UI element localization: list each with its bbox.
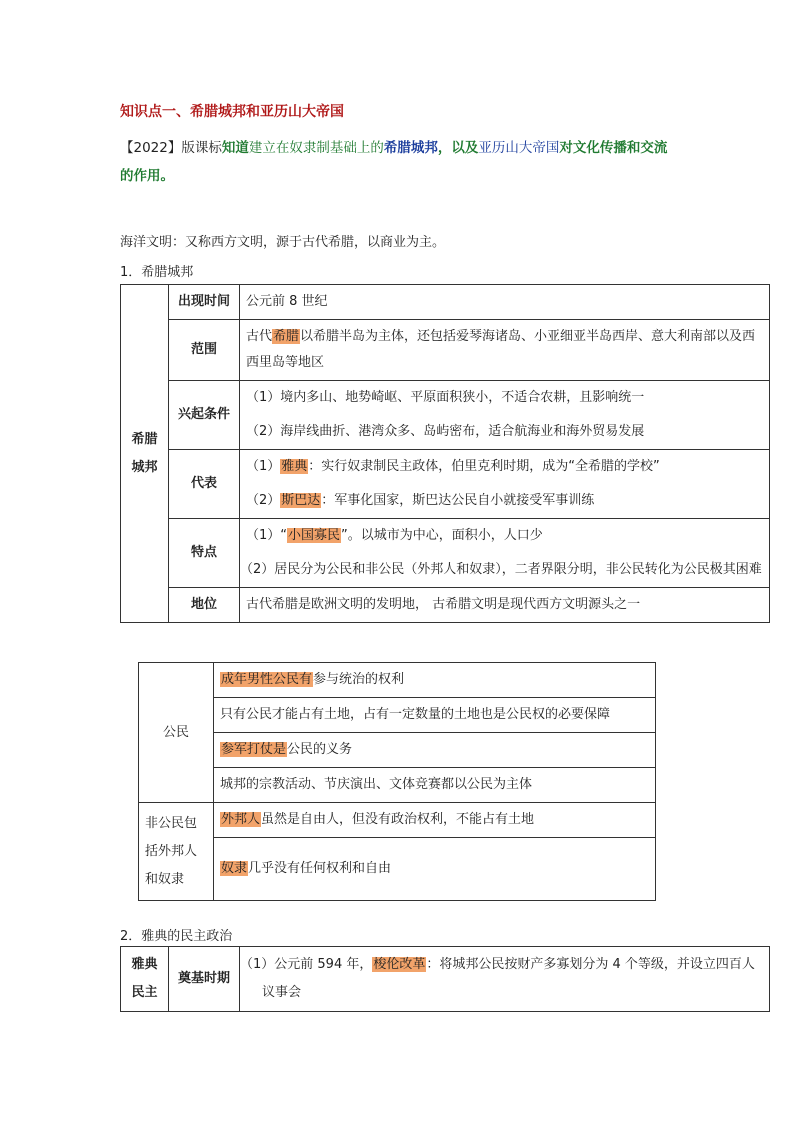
table3-left-label: 雅典民主: [121, 947, 169, 1012]
time-label: 出现时间: [169, 285, 240, 320]
scope-label: 范围: [169, 320, 240, 381]
rise-label: 兴起条件: [169, 381, 240, 450]
highlight: 奴隶: [221, 861, 248, 876]
intro-text: 海洋文明：又称西方文明，源于古代希腊，以商业为主。: [120, 235, 446, 250]
citizen-item-4: 城邦的宗教活动、节庆演出、文体竞赛都以公民为主体: [214, 768, 656, 803]
standard-role: 对文化传播和交流的作用。: [120, 140, 668, 184]
citizen-table: [138, 662, 656, 901]
highlight: 成年男性公民有: [221, 672, 313, 687]
period-label: 奠基时期: [169, 947, 240, 1012]
highlight: 希腊: [273, 329, 300, 344]
highlight: 小国寡民: [288, 528, 341, 543]
standard-verb: 知道: [221, 140, 249, 156]
citizen-item-1: 成年男性公民有参与统治的权利: [214, 663, 656, 698]
standard-city-states: 希腊城邦: [383, 140, 438, 156]
highlight: 梭伦改革: [373, 957, 426, 972]
highlight: 参军打仗是: [221, 742, 287, 757]
rep-item-2: （2）斯巴达：军事化国家，斯巴达公民自小就接受军事训练: [240, 484, 770, 519]
greek-city-state-table: [120, 284, 770, 623]
rise-item-1: （1）境内多山、地势崎岖、平原面积狭小，不适合农耕，且影响统一: [240, 381, 770, 416]
section2-title: 2．雅典的民主政治: [120, 929, 233, 944]
noncitizen-item-1: 外邦人虽然是自由人，但没有政治权利，不能占有土地: [214, 803, 656, 838]
standard-prefix: 【2022】版课标: [120, 140, 222, 156]
curriculum-standard: [120, 134, 680, 190]
status-label: 地位: [169, 588, 240, 623]
section-heading: 知识点一、希腊城邦和亚历山大帝国: [120, 104, 344, 120]
period-value: （1）公元前 594 年，梭伦改革：将城邦公民按财产多寡划分为 4 个等级，并设立四百人议事会: [240, 947, 770, 1012]
rise-item-2: （2）海岸线曲折、港湾众多、岛屿密布，适合航海业和海外贸易发展: [240, 415, 770, 450]
highlight: 斯巴达: [281, 493, 321, 508]
feature-item-2: （2）居民分为公民和非公民（外邦人和奴隶），二者界限分明，非公民转化为公民极其困难: [240, 553, 770, 588]
citizen-item-2: 只有公民才能占有土地，占有一定数量的土地也是公民权的必要保障: [214, 698, 656, 733]
standard-basis: 建立在奴隶制基础上的: [248, 140, 384, 156]
citizen-item-3: 参军打仗是公民的义务: [214, 733, 656, 768]
rep-label: 代表: [169, 450, 240, 519]
noncitizen-label: 非公民包括外邦人和奴隶: [139, 803, 214, 901]
noncitizen-item-2: 奴隶几乎没有任何权利和自由: [214, 838, 656, 901]
highlight: 外邦人: [221, 812, 261, 827]
status-value: 古代希腊是欧洲文明的发明地， 古希腊文明是现代西方文明源头之一: [240, 588, 770, 623]
feature-label: 特点: [169, 519, 240, 588]
athens-democracy-table: [120, 946, 770, 1012]
table1-left-label: 希腊城邦: [121, 285, 169, 623]
standard-empire: 亚历山大帝国: [478, 140, 560, 156]
section1-title: 1．希腊城邦: [120, 265, 194, 280]
citizen-label: 公民: [139, 663, 214, 803]
standard-connector: ，以及: [437, 140, 479, 156]
rep-item-1: （1）雅典：实行奴隶制民主政体，伯里克利时期，成为“全希腊的学校”: [240, 450, 770, 485]
highlight: 雅典: [281, 459, 308, 474]
scope-value: 古代希腊以希腊半岛为主体，还包括爱琴海诸岛、小亚细亚半岛西岸、意大利南部以及西西里岛等地区: [240, 320, 770, 381]
feature-item-1: （1）“小国寡民”。以城市为中心，面积小，人口少: [240, 519, 770, 554]
time-value: 公元前 8 世纪: [240, 285, 770, 320]
